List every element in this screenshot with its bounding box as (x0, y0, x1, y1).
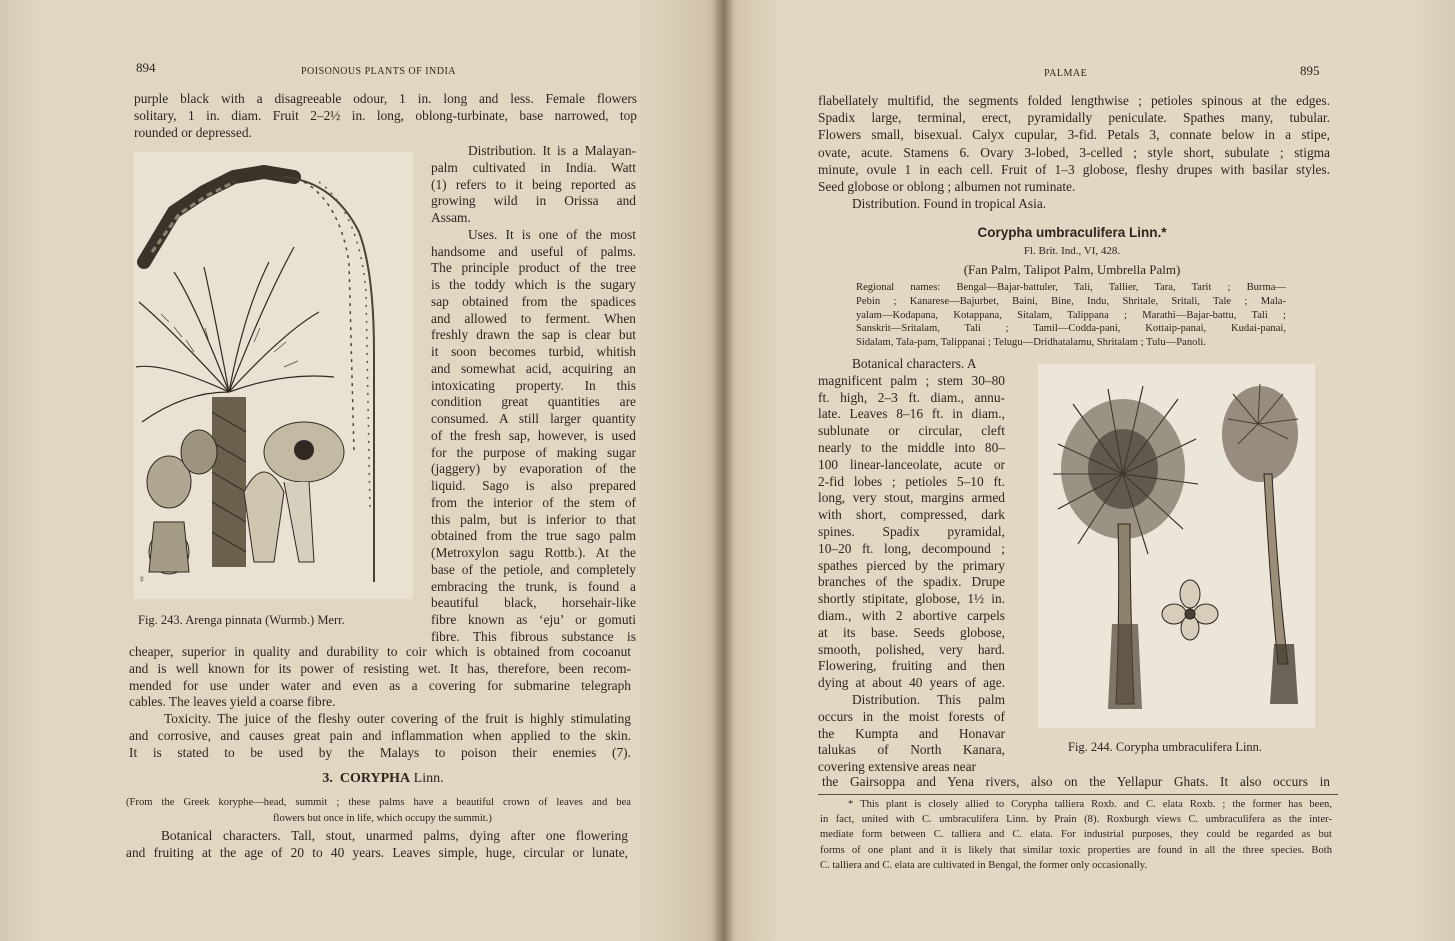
common-names: (Fan Palm, Talipot Palm, Umbrella Palm) (963, 262, 1181, 277)
text-line: Toxicity. The juice of the fleshy outer covering of the fruit is highly stimulating (164, 711, 631, 727)
text-line: dying at about 40 years of age. (818, 675, 1005, 691)
text-line: at its base. Seeds globose, (818, 624, 1005, 640)
text-line: forms of one plant and it is likely that similar toxic properties are found in all the three species. Both (820, 844, 1332, 856)
text-line: fibre known as ‘eju’ or gomuti (431, 612, 636, 627)
running-head: PALMAE (1044, 68, 1088, 79)
text-line: covering extensive areas near (818, 759, 977, 775)
text-line: and is well known for its power of resisting wet. It has, therefore, been recom- (129, 660, 631, 676)
text-line: magnificent palm ; stem 30–80 (818, 372, 1005, 388)
text-line: Sidalam, Tala-pam, Talippanai ; Telugu—Dridhatalamu, Shritalam ; Tulu—Panoli. (856, 337, 1206, 349)
text-line: nearly to the middle into 80– (818, 440, 1005, 455)
text-line: The principle product of the tree (431, 260, 636, 276)
text-line: cables. The leaves yield a coarse fibre. (129, 694, 336, 710)
text-line: for the purpose of making sugar (431, 444, 636, 460)
text-line: 10–20 ft. long, decompound ; (818, 540, 1005, 556)
text-line: with short, compressed, dark (818, 507, 1005, 523)
text-line: minute, ovule 1 in each cell. Fruit of 1–3 globose, fleshy drupes with basilar styles. (818, 161, 1330, 177)
text-line: Botanical characters. Tall, stout, unarmed palms, dying after one flowering (161, 828, 628, 843)
text-line: Flowering, fruiting and then (818, 658, 1005, 674)
genus-heading (129, 771, 637, 787)
text-line: 100 linear-lanceolate, acute or (818, 456, 1005, 472)
text-line: late. Leaves 8–16 ft. in diam., (818, 406, 1005, 422)
text-line: embracing the trunk, is found a (431, 578, 636, 594)
page-number: 895 (1300, 63, 1320, 78)
text-line: palm cultivated in India. Watt (431, 159, 636, 175)
text-line: freshly drawn the sap is clear but (431, 327, 636, 343)
page-number: 894 (136, 60, 156, 75)
text-line: spines. Spadix pyramidal, (818, 524, 1005, 539)
text-line: Seed globose or oblong ; albumen not ruminate. (818, 179, 1076, 194)
text-line: sublunate or circular, cleft (818, 423, 1005, 439)
text-line: the Kumpta and Honavar (818, 725, 1005, 741)
text-line: and corrosive, and causes great pain and inflammation when applied to the skin. (129, 728, 631, 743)
text-line: and allowed to ferment. When (431, 310, 636, 326)
text-line: from the interior of the stem of (431, 494, 636, 510)
text-line: flowers but once in life, which occupy the summit.) (273, 813, 492, 824)
text-line: Flowers small, bisexual. Calyx cupular, 3-fid. Petals 3, connate below in a stipe, (818, 127, 1330, 143)
species-title: Corypha umbraculifera Linn.* (977, 225, 1167, 240)
corypha-palm-drawing (1038, 364, 1315, 728)
genus-name: CORYPHA (339, 771, 411, 786)
text-line: ovate, acute. Stamens 6. Ovary 3-lobed, 3-celled ; style short, subulate ; stigma (818, 144, 1330, 160)
text-line: It is stated to be used by the Malays to poison their enemies (7). (129, 744, 631, 760)
text-line: and fruiting at the age of 20 to 40 years. Leaves simple, huge, circular or lunate, (126, 845, 628, 860)
text-line: consumed. A still larger quantity (431, 411, 636, 426)
text-line: base of the petiole, and completely (431, 561, 636, 577)
text-line: growing wild in Orissa and (431, 193, 636, 209)
running-head: POISONOUS PLANTS OF INDIA (301, 66, 457, 77)
text-line: fibre. This fibrous substance is (431, 628, 636, 644)
text-line: Assam. (431, 210, 471, 225)
text-line: branches of the spadix. Drupe (818, 574, 1005, 590)
text-line: talukas of North Kanara, (818, 742, 1005, 758)
text-line: Uses. It is one of the most (468, 226, 636, 242)
figure-caption: Fig. 243. Arenga pinnata (Wurmb.) Merr. (138, 613, 345, 627)
text-line: occurs in the moist forests of (818, 708, 1005, 724)
footnote-rule (818, 794, 1338, 795)
text-line: Distribution. It is a Malayan- (468, 143, 636, 158)
text-line: the Gairsoppa and Yena rivers, also on the Yellapur Ghats. It also occurs in (822, 774, 1330, 789)
text-line: smooth, polished, very hard. (818, 641, 1005, 657)
text-line: mended for use under water and even as a covering for submarine telegraph (129, 677, 631, 693)
text-line: shortly stipitate, globose, 1½ in. (818, 591, 1005, 607)
text-line: Distribution. This palm (852, 692, 1005, 707)
text-line: this palm, but is inferior to that (431, 511, 636, 527)
text-line: mediate form between C. talliera and C. elata. For industrial purposes, they could be regarded as but (820, 829, 1332, 841)
text-line: Botanical characters. A (852, 356, 977, 371)
text-line: Spadix large, terminal, erect, pyramidally peniculate. Spathes many, tubular. (818, 110, 1330, 126)
text-line: liquid. Sago is also prepared (431, 478, 636, 493)
text-line: solitary, 1 in. diam. Fruit 2–2½ in. long, oblong-turbinate, base narrowed, top (134, 108, 637, 123)
figure-244-illustration (1038, 364, 1315, 728)
text-line: (1) refers to it being reported as (431, 176, 636, 192)
text-line: intoxicating property. In this (431, 377, 636, 393)
text-line: in fact, united with C. umbraculifera Linn. by Prain (8). Roxburgh views C. umbraculifera as the inter- (820, 814, 1332, 826)
text-line: handsome and useful of palms. (431, 243, 636, 259)
text-line: of the fresh sap, however, is used (431, 427, 636, 443)
figure-243-illustration (134, 152, 413, 599)
right-page (722, 0, 1455, 941)
text-line: long, very stout, margins armed (818, 490, 1005, 506)
book-gutter (712, 0, 734, 941)
genus-author: Linn. (413, 771, 444, 786)
text-line: obtained from the true sago palm (431, 528, 636, 544)
text-line: yalam—Kodapana, Kotappana, Sitalam, Talippana ; Marathi—Bajar-battu, Tali ; (856, 309, 1286, 321)
text-line: (Metroxylon sagu Rottb.). At the (431, 545, 636, 560)
text-line: flabellately multifid, the segments folded lengthwise ; petioles spinous at the edges. (818, 93, 1330, 108)
text-line: (jaggery) by evaporation of the (431, 461, 636, 477)
text-line: diam., with 2 abortive carpels (818, 608, 1005, 623)
text-line: sap obtained from the spadices (431, 293, 636, 309)
text-line: is the toddy which is the sugary (431, 277, 636, 292)
text-line: and somewhat acid, acquiring an (431, 360, 636, 376)
text-line: Distribution. Found in tropical Asia. (852, 196, 1047, 212)
text-line: (From the Greek koryphe—head, summit ; these palms have a beautiful crown of leaves and bea (126, 797, 631, 808)
text-line: cheaper, superior in quality and durability to coir which is obtained from cocoanut (129, 644, 631, 659)
species-reference: Fl. Brit. Ind., VI, 428. (1023, 245, 1121, 257)
text-line: C. talliera and C. elata are cultivated in Bengal, the former only occasionally. (820, 859, 1148, 871)
text-line: Sanskrit—Sritalam, Tali ; Tamil—Codda-pani, Kottaip-panai, Kudai-panai, (856, 323, 1286, 335)
text-line: Regional names: Bengal—Bajar-battuler, Tali, Tallier, Tara, Tarit ; Burma— (856, 282, 1286, 293)
figure-caption: Fig. 244. Corypha umbraculifera Linn. (1068, 740, 1263, 754)
left-page (0, 0, 722, 941)
text-line: * This plant is closely allied to Corypha talliera Roxb. and C. elata Roxb. ; the former has been, (848, 799, 1332, 810)
arenga-palm-drawing (134, 152, 413, 599)
text-line: purple black with a disagreeable odour, 1 in. long and less. Female flowers (134, 91, 637, 106)
text-line: Pebin ; Kanarese—Bajurbet, Baini, Bine, Indu, Shritale, Sritali, Tale ; Mala- (856, 295, 1286, 307)
text-line: beautiful black, horsehair-like (431, 595, 636, 611)
svg-text:♀: ♀ (138, 574, 146, 585)
text-line: it soon becomes turbid, whitish (431, 344, 636, 359)
genus-number: 3. (322, 771, 333, 786)
text-line: rounded or depressed. (134, 125, 252, 140)
text-line: 2-fid lobes ; petioles 5–10 ft. (818, 473, 1005, 489)
text-line: spathes pierced by the primary (818, 557, 1005, 573)
text-line: ft. high, 2–3 ft. diam., annu- (818, 389, 1005, 405)
text-line: condition great quantities are (431, 394, 636, 410)
